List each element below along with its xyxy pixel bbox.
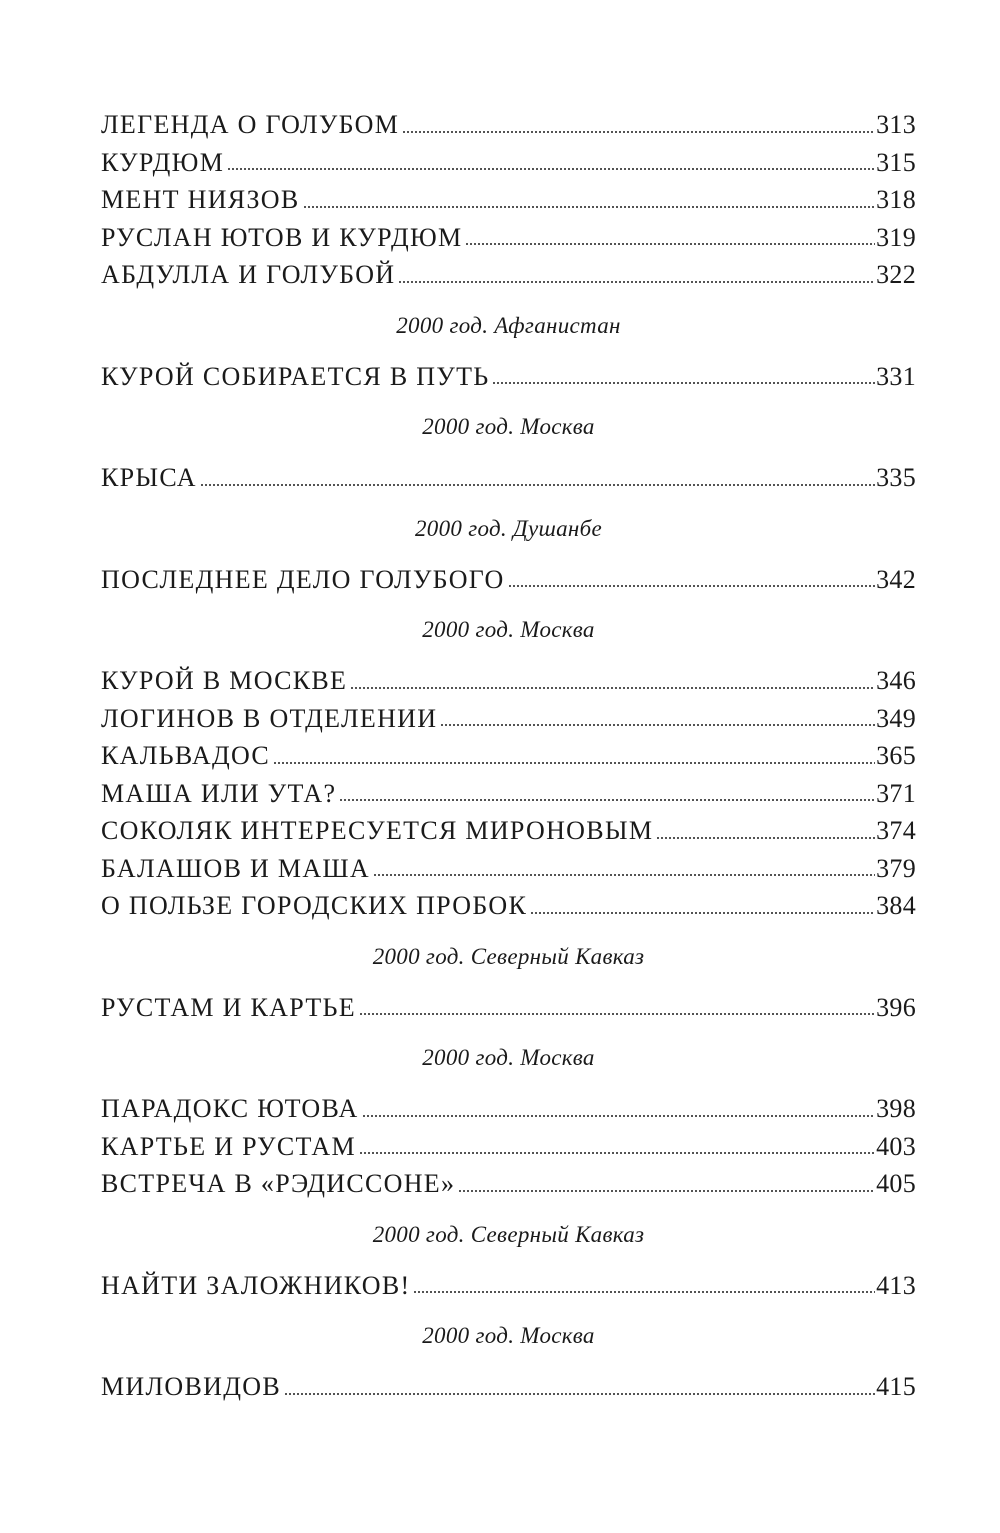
entry-title: О ПОЛЬЗЕ ГОРОДСКИХ ПРОБОК — [101, 891, 528, 920]
entry-page-number: 322 — [876, 260, 916, 289]
toc-entry[interactable] — [101, 561, 916, 599]
toc-group — [101, 925, 916, 1027]
entry-title: КУРОЙ СОБИРАЕТСЯ В ПУТЬ — [101, 361, 490, 391]
entry-page-number: 374 — [876, 816, 916, 845]
entry-title: АБДУЛЛА И ГОЛУБОЙ — [101, 260, 396, 289]
entry-title: КУРОЙ В МОСКВЕ — [101, 666, 348, 695]
entry-title: СОКОЛЯК ИНТЕРЕСУЕТСЯ МИРОНОВЫМ — [101, 816, 654, 845]
toc-entry[interactable] — [101, 812, 916, 850]
entry-page-number: 319 — [876, 222, 916, 252]
dot-leader — [402, 130, 875, 134]
dot-leader — [413, 1290, 875, 1294]
table-of-contents — [101, 106, 916, 1406]
entry-page-number: 318 — [876, 185, 916, 214]
dot-leader — [359, 1151, 875, 1155]
dot-leader — [530, 911, 875, 915]
entry-page-number: 398 — [876, 1094, 916, 1123]
toc-entry[interactable] — [101, 459, 916, 497]
toc-entry[interactable] — [101, 106, 916, 144]
entry-page-number: 396 — [876, 992, 916, 1022]
toc-group — [101, 1203, 916, 1305]
entry-title: КАРТЬЕ И РУСТАМ — [101, 1131, 356, 1161]
toc-entry[interactable] — [101, 1090, 916, 1128]
toc-entry[interactable] — [101, 1165, 916, 1203]
dot-leader — [284, 1392, 875, 1396]
dot-leader — [227, 167, 875, 171]
dot-leader — [339, 798, 875, 802]
entry-title: КРЫСА — [101, 463, 197, 492]
section-heading: 2000 год. Москва — [422, 1323, 595, 1348]
dot-leader — [350, 686, 875, 690]
toc-entry[interactable] — [101, 887, 916, 925]
entry-page-number: 415 — [876, 1372, 916, 1401]
entry-title: НАЙТИ ЗАЛОЖНИКОВ! — [101, 1270, 411, 1300]
entry-page-number: 349 — [876, 703, 916, 733]
entry-title: ЛЕГЕНДА О ГОЛУБОМ — [101, 110, 400, 139]
toc-group — [101, 598, 916, 925]
entry-title: ВСТРЕЧА В «РЭДИССОНЕ» — [101, 1169, 456, 1198]
entry-page-number: 342 — [876, 564, 916, 594]
toc-entry[interactable] — [101, 662, 916, 700]
dot-leader — [508, 584, 876, 588]
dot-leader — [440, 723, 875, 727]
toc-entry[interactable] — [101, 775, 916, 813]
toc-entry[interactable] — [101, 256, 916, 294]
toc-entry[interactable] — [101, 1368, 916, 1406]
toc-group — [101, 1026, 916, 1203]
section-heading: 2000 год. Душанбе — [414, 515, 603, 541]
entry-title: РУСТАМ И КАРТЬЕ — [101, 992, 356, 1022]
dot-leader — [458, 1189, 875, 1193]
toc-entry[interactable] — [101, 181, 916, 219]
dot-leader — [373, 873, 875, 877]
entry-page-number: 371 — [876, 778, 916, 808]
toc-group — [101, 294, 916, 396]
toc-entry[interactable] — [101, 219, 916, 257]
entry-page-number: 384 — [876, 891, 916, 920]
dot-leader — [362, 1114, 876, 1118]
entry-title: РУСЛАН ЮТОВ И КУРДЮМ — [101, 222, 463, 252]
toc-group — [101, 497, 916, 599]
section-heading: 2000 год. Москва — [422, 617, 595, 642]
entry-title: ЛОГИНОВ В ОТДЕЛЕНИИ — [101, 703, 438, 733]
toc-group — [101, 395, 916, 497]
entry-page-number: 346 — [876, 666, 916, 695]
section-heading: 2000 год. Москва — [422, 414, 595, 439]
entry-title: МАША ИЛИ УТА? — [101, 778, 337, 808]
entry-title: ПАРАДОКС ЮТОВА — [101, 1094, 359, 1123]
entry-page-number: 405 — [876, 1169, 916, 1198]
entry-page-number: 315 — [876, 147, 916, 177]
entry-title: БАЛАШОВ И МАША — [101, 853, 370, 883]
toc-group — [101, 1304, 916, 1406]
dot-leader — [273, 761, 875, 765]
toc-entry[interactable] — [101, 358, 916, 396]
entry-title: МЕНТ НИЯЗОВ — [101, 185, 300, 214]
toc-group — [101, 106, 916, 294]
entry-page-number: 365 — [876, 741, 916, 770]
dot-leader — [200, 483, 875, 487]
entry-page-number: 379 — [876, 853, 916, 883]
toc-entry[interactable] — [101, 850, 916, 888]
dot-leader — [656, 836, 875, 840]
dot-leader — [465, 242, 875, 246]
entry-title: МИЛОВИДОВ — [101, 1372, 281, 1401]
entry-title: КАЛЬВАДОС — [101, 741, 271, 770]
dot-leader — [398, 280, 875, 284]
section-heading: 2000 год. Северный Кавказ — [372, 943, 645, 969]
entry-page-number: 331 — [876, 361, 916, 391]
toc-entry[interactable] — [101, 989, 916, 1027]
entry-page-number: 403 — [876, 1131, 916, 1161]
entry-page-number: 313 — [876, 110, 916, 139]
dot-leader — [303, 205, 876, 209]
section-heading: 2000 год. Москва — [422, 1045, 595, 1070]
toc-entry[interactable] — [101, 1128, 916, 1166]
toc-entry[interactable] — [101, 737, 916, 775]
dot-leader — [492, 381, 875, 385]
section-heading: 2000 год. Афганистан — [396, 312, 621, 338]
toc-entry[interactable] — [101, 1267, 916, 1305]
entry-page-number: 413 — [876, 1270, 916, 1300]
entry-page-number: 335 — [876, 463, 916, 492]
entry-title: ПОСЛЕДНЕЕ ДЕЛО ГОЛУБОГО — [101, 564, 505, 594]
section-heading: 2000 год. Северный Кавказ — [372, 1221, 645, 1247]
entry-title: КУРДЮМ — [101, 147, 225, 177]
toc-entry[interactable] — [101, 700, 916, 738]
dot-leader — [359, 1012, 875, 1016]
toc-entry[interactable] — [101, 144, 916, 182]
